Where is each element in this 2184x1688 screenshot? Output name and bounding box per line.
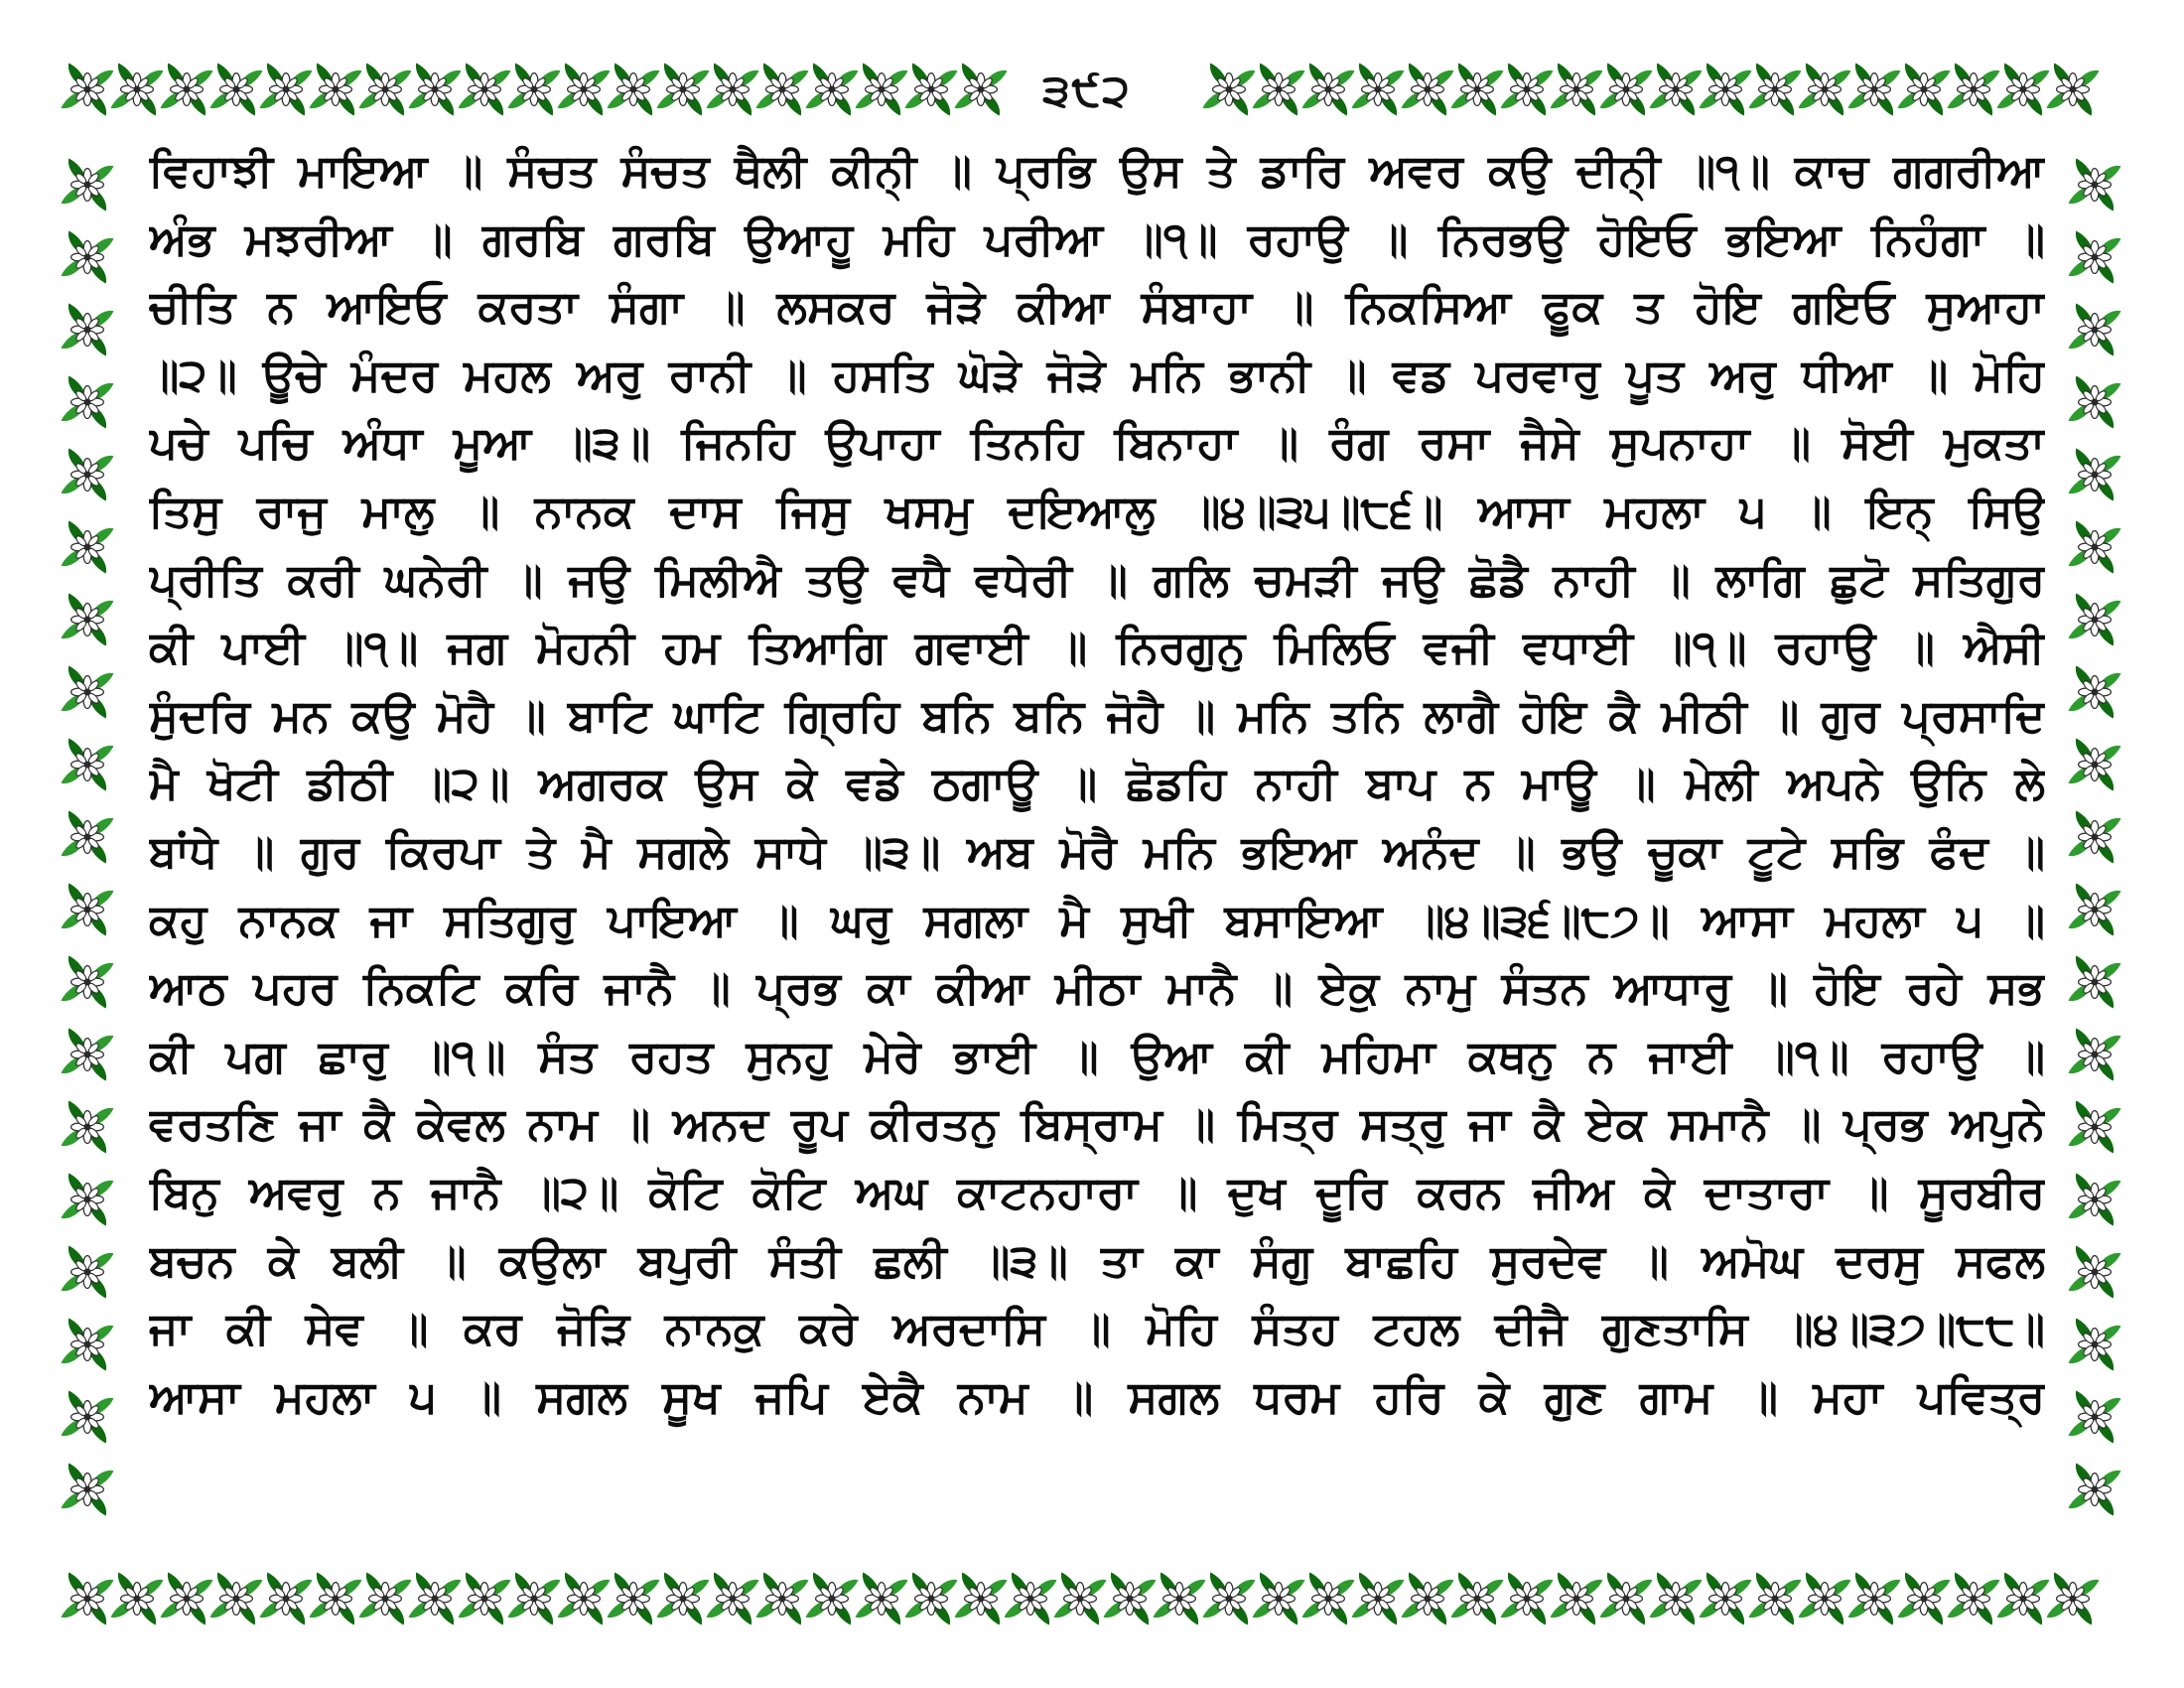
flower-ornament xyxy=(1649,63,1702,115)
flower-ornament xyxy=(1847,63,1900,115)
flower-ornament xyxy=(1450,1572,1503,1624)
flower-ornament xyxy=(61,1173,113,1225)
flower-ornament xyxy=(1996,1572,2049,1624)
flower-ornament xyxy=(61,375,113,428)
flower-ornament xyxy=(1897,1572,1950,1624)
text-line xyxy=(149,1431,2045,1499)
flower-ornament xyxy=(2068,230,2120,283)
flower-ornament xyxy=(1550,1572,1602,1624)
flower-ornament xyxy=(2068,593,2120,645)
flower-ornament xyxy=(507,1572,560,1624)
flower-ornament xyxy=(2068,665,2120,718)
flower-ornament xyxy=(2068,1463,2120,1515)
flower-ornament xyxy=(61,738,113,790)
flower-ornament xyxy=(408,63,461,115)
flower-ornament xyxy=(2068,1318,2120,1370)
text-line: ਪ੍ਰੀਤਿ ਕਰੀ ਘਨੇਰੀ ॥ ਜਉ ਮਿਲੀਐ ਤਉ ਵਧੈ ਵਧੇਰੀ ॥ ਗਲਿ ਚਮੜੀ ਜਉ ਛੋਡੈ ਨਾਹੀ ॥ ਲਾਗਿ ਛੁਟੋ ਸਤਿਗੁਰ xyxy=(149,552,2045,606)
text-line: ਆਸਾ ਮਹਲਾ ੫ ॥ ਸਗਲ ਸੂਖ ਜਪਿ ਏਕੈ ਨਾਮ ॥ ਸਗਲ ਧਰਮ ਹਰਿ ਕੇ ਗੁਣ ਗਾਮ ॥ ਮਹਾ ਪਵਿਤ੍ਰ xyxy=(149,1369,2045,1423)
flower-ornament xyxy=(706,1572,758,1624)
flower-ornament xyxy=(1301,1572,1354,1624)
text-line: ਪਚੇ ਪਚਿ ਅੰਧਾ ਮੂਆ ॥੩॥ ਜਿਨਹਿ ਉਪਾਹਾ ਤਿਨਹਿ ਬਿਨਾਹਾ ॥ ਰੰਗ ਰਸਾ ਜੈਸੇ ਸੁਪਨਾਹਾ ॥ ਸੋਈ ਮੁਕਤਾ xyxy=(149,416,2045,470)
flower-ornament xyxy=(1301,63,1354,115)
flower-ornament xyxy=(309,1572,361,1624)
flower-ornament xyxy=(1748,63,1801,115)
text-line: ਕੀ ਪਗ ਛਾਰੁ ॥੧॥ ਸੰਤ ਰਹਤ ਸੁਨਹੁ ਮੇਰੇ ਭਾਈ ॥ ਉਆ ਕੀ ਮਹਿਮਾ ਕਥਨੁ ਨ ਜਾਈ ॥੧॥ ਰਹਾਉ ॥ xyxy=(149,1029,2045,1082)
flower-ornament xyxy=(358,63,411,115)
flower-ornament xyxy=(954,63,1007,115)
flower-ornament xyxy=(61,1028,113,1080)
text-line: ਅੰਭ ਮਝਰੀਆ ॥ ਗਰਬਿ ਗਰਬਿ ਉਆਹੂ ਮਹਿ ਪਰੀਆ ॥੧॥ ਰਹਾਉ ॥ ਨਿਰਭਉ ਹੋਇਓ ਭਇਆ ਨਿਹੰਗਾ ॥ xyxy=(149,211,2045,265)
flower-ornament xyxy=(61,1390,113,1443)
flower-ornament xyxy=(358,1572,411,1624)
flower-ornament xyxy=(755,1572,808,1624)
text-line: ਚੀਤਿ ਨ ਆਇਓ ਕਰਤਾ ਸੰਗਾ ॥ ਲਸਕਰ ਜੋੜੇ ਕੀਆ ਸੰਬਾਹਾ ॥ ਨਿਕਸਿਆ ਫੂਕ ਤ ਹੋਇ ਗਇਓ ਸੁਆਹਾ xyxy=(149,280,2045,334)
flower-ornament xyxy=(2068,883,2120,935)
flower-ornament xyxy=(2068,1245,2120,1298)
flower-ornament xyxy=(61,665,113,718)
flower-ornament xyxy=(1748,1572,1801,1624)
text-line: ਮੈ ਖੋਟੀ ਡੀਠੀ ॥੨॥ ਅਗਰਕ ਉਸ ਕੇ ਵਡੇ ਠਗਾਊ ॥ ਛੋਡਹਿ ਨਾਹੀ ਬਾਪ ਨ ਮਾਊ ॥ ਮੇਲੀ ਅਪਨੇ ਉਨਿ ਲੇ xyxy=(149,757,2045,810)
flower-ornament xyxy=(61,1318,113,1370)
flower-ornament xyxy=(61,448,113,500)
flower-ornament xyxy=(1004,1572,1056,1624)
flower-ornament xyxy=(1996,63,2049,115)
flower-ornament xyxy=(855,63,907,115)
flower-ornament xyxy=(2046,63,2099,115)
text-line xyxy=(149,1499,2045,1568)
flower-ornament xyxy=(607,1572,659,1624)
text-line: ਸੁੰਦਰਿ ਮਨ ਕਉ ਮੋਹੈ ॥ ਬਾਟਿ ਘਾਟਿ ਗ੍ਰਿਹਿ ਬਨਿ ਬਨਿ ਜੋਹੈ ॥ ਮਨਿ ਤਨਿ ਲਾਗੈ ਹੋਇ ਕੈ ਮੀਠੀ ॥ ਗੁਰ ਪ੍ਰਸਾਦਿ xyxy=(149,688,2045,742)
flower-ornament xyxy=(656,1572,709,1624)
flower-ornament xyxy=(61,1463,113,1515)
text-line: ਜਾ ਕੀ ਸੇਵ ॥ ਕਰ ਜੋੜਿ ਨਾਨਕੁ ਕਰੇ ਅਰਦਾਸਿ ॥ ਮੋਹਿ ਸੰਤਹ ਟਹਲ ਦੀਜੈ ਗੁਣਤਾਸਿ ॥੪॥੩੭॥੮੮॥ xyxy=(149,1302,2045,1355)
flower-ornament xyxy=(507,63,560,115)
flower-ornament xyxy=(110,1572,163,1624)
flower-ornament xyxy=(1947,1572,1999,1624)
flower-ornament xyxy=(1599,63,1652,115)
flower-ornament xyxy=(160,63,212,115)
flower-ornament xyxy=(2068,955,2120,1008)
flower-ornament xyxy=(458,63,510,115)
flower-ornament xyxy=(61,1100,113,1153)
flower-ornament xyxy=(61,63,113,115)
flower-ornament xyxy=(2068,1100,2120,1153)
flower-ornament xyxy=(1053,1572,1106,1624)
flower-ornament xyxy=(61,1245,113,1298)
flower-ornament xyxy=(61,810,113,863)
flower-ornament xyxy=(1847,1572,1900,1624)
flower-ornament xyxy=(607,63,659,115)
flower-ornament xyxy=(61,955,113,1008)
flower-ornament xyxy=(2068,303,2120,355)
flower-ornament xyxy=(2068,448,2120,500)
page-number: ੩੯੨ xyxy=(1013,64,1161,119)
flower-ornament xyxy=(61,303,113,355)
flower-ornament xyxy=(61,520,113,573)
text-line: ਕਹੁ ਨਾਨਕ ਜਾ ਸਤਿਗੁਰੁ ਪਾਇਆ ॥ ਘਰੁ ਸਗਲਾ ਮੈ ਸੁਖੀ ਬਸਾਇਆ ॥੪॥੩੬॥੮੭॥ ਆਸਾ ਮਹਲਾ ੫ ॥ xyxy=(149,893,2045,946)
flower-ornament xyxy=(1351,1572,1404,1624)
flower-ornament xyxy=(1252,1572,1304,1624)
flower-ornament xyxy=(706,63,758,115)
flower-ornament xyxy=(61,158,113,211)
flower-ornament xyxy=(61,1572,113,1624)
scripture-text xyxy=(149,137,2045,1567)
flower-ornament xyxy=(1699,1572,1751,1624)
flower-ornament xyxy=(458,1572,510,1624)
flower-ornament xyxy=(1252,63,1304,115)
flower-ornament xyxy=(1947,63,1999,115)
flower-ornament xyxy=(1550,63,1602,115)
text-line: ਵਿਹਾਝੀ ਮਾਇਆ ॥ ਸੰਚਤ ਸੰਚਤ ਥੈਲੀ ਕੀਨੀ੍ ॥ ਪ੍ਰਭਿ ਉਸ ਤੇ ਡਾਰਿ ਅਵਰ ਕਉ ਦੀਨੀ੍ ॥੧॥ ਕਾਚ ਗਗਰੀਆ xyxy=(149,144,2045,197)
flower-ornament xyxy=(557,1572,610,1624)
flower-ornament xyxy=(309,63,361,115)
flower-ornament xyxy=(2068,158,2120,211)
flower-ornament xyxy=(904,63,957,115)
flower-ornament xyxy=(656,63,709,115)
flower-ornament xyxy=(1401,1572,1453,1624)
flower-ornament xyxy=(855,1572,907,1624)
flower-ornament xyxy=(755,63,808,115)
flower-ornament xyxy=(1798,63,1850,115)
flower-ornament xyxy=(61,230,113,283)
flower-ornament xyxy=(1599,1572,1652,1624)
flower-ornament xyxy=(2068,810,2120,863)
text-line: ਬਾਂਧੇ ॥ ਗੁਰ ਕਿਰਪਾ ਤੇ ਮੈ ਸਗਲੇ ਸਾਧੇ ॥੩॥ ਅਬ ਮੋਰੈ ਮਨਿ ਭਇਆ ਅਨੰਦ ॥ ਭਉ ਚੂਕਾ ਟੂਟੇ ਸਭਿ ਫੰਦ ॥ xyxy=(149,824,2045,878)
flower-ornament xyxy=(1202,1572,1255,1624)
flower-ornament xyxy=(1103,1572,1156,1624)
flower-ornament xyxy=(2046,1572,2099,1624)
flower-ornament xyxy=(1649,1572,1702,1624)
flower-ornament xyxy=(805,63,858,115)
flower-ornament xyxy=(2068,1173,2120,1225)
flower-ornament xyxy=(2068,520,2120,573)
text-line: ਕੀ ਪਾਈ ॥੧॥ ਜਗ ਮੋਹਨੀ ਹਮ ਤਿਆਗਿ ਗਵਾਈ ॥ ਨਿਰਗੁਨੁ ਮਿਲਿਓ ਵਜੀ ਵਧਾਈ ॥੧॥ ਰਹਾਉ ॥ ਐਸੀ xyxy=(149,621,2045,674)
flower-ornament xyxy=(408,1572,461,1624)
flower-ornament xyxy=(1897,63,1950,115)
text-line: ਵਰਤਣਿ ਜਾ ਕੈ ਕੇਵਲ ਨਾਮ ॥ ਅਨਦ ਰੂਪ ਕੀਰਤਨੁ ਬਿਸ੍ਰਾਮ ॥ ਮਿਤ੍ਰ ਸਤ੍ਰੁ ਜਾ ਕੈ ਏਕ ਸਮਾਨੈ ॥ ਪ੍ਰਭ ਅਪੁਨੇ xyxy=(149,1097,2045,1151)
flower-ornament xyxy=(209,1572,262,1624)
flower-ornament xyxy=(2068,1390,2120,1443)
flower-ornament xyxy=(1153,1572,1205,1624)
flower-ornament xyxy=(1798,1572,1850,1624)
flower-ornament xyxy=(1351,63,1404,115)
text-line: ਬਿਨੁ ਅਵਰੁ ਨ ਜਾਨੈ ॥੨॥ ਕੋਟਿ ਕੋਟਿ ਅਘ ਕਾਟਨਹਾਰਾ ॥ ਦੁਖ ਦੂਰਿ ਕਰਨ ਜੀਅ ਕੇ ਦਾਤਾਰਾ ॥ ਸੂਰਬੀਰ xyxy=(149,1165,2045,1218)
text-line: ਤਿਸੁ ਰਾਜੁ ਮਾਲੁ ॥ ਨਾਨਕ ਦਾਸ ਜਿਸੁ ਖਸਮੁ ਦਇਆਲੁ ॥੪॥੩੫॥੮੬॥ ਆਸਾ ਮਹਲਾ ੫ ॥ ਇਨ੍ ਸਿਉ xyxy=(149,484,2045,537)
flower-ornament xyxy=(259,1572,312,1624)
flower-ornament xyxy=(805,1572,858,1624)
flower-ornament xyxy=(2068,375,2120,428)
flower-ornament xyxy=(160,1572,212,1624)
flower-ornament xyxy=(110,63,163,115)
flower-ornament xyxy=(259,63,312,115)
flower-ornament xyxy=(1699,63,1751,115)
flower-ornament xyxy=(1500,1572,1553,1624)
flower-ornament xyxy=(2068,738,2120,790)
flower-ornament xyxy=(954,1572,1007,1624)
flower-ornament xyxy=(61,593,113,645)
flower-ornament xyxy=(2068,1028,2120,1080)
flower-ornament xyxy=(557,63,610,115)
text-line: ਬਚਨ ਕੇ ਬਲੀ ॥ ਕਉਲਾ ਬਪੁਰੀ ਸੰਤੀ ਛਲੀ ॥੩॥ ਤਾ ਕਾ ਸੰਗੁ ਬਾਛਹਿ ਸੁਰਦੇਵ ॥ ਅਮੋਘ ਦਰਸੁ ਸਫਲ xyxy=(149,1233,2045,1287)
text-line: ਆਠ ਪਹਰ ਨਿਕਟਿ ਕਰਿ ਜਾਨੈ ॥ ਪ੍ਰਭ ਕਾ ਕੀਆ ਮੀਠਾ ਮਾਨੈ ॥ ਏਕੁ ਨਾਮੁ ਸੰਤਨ ਆਧਾਰੁ ॥ ਹੋਇ ਰਹੇ ਸਭ xyxy=(149,961,2045,1015)
flower-ornament xyxy=(1401,63,1453,115)
flower-ornament xyxy=(1202,63,1255,115)
flower-ornament xyxy=(1500,63,1553,115)
flower-ornament xyxy=(904,1572,957,1624)
text-line: ॥੨॥ ਊਚੇ ਮੰਦਰ ਮਹਲ ਅਰੁ ਰਾਨੀ ॥ ਹਸਤਿ ਘੋੜੇ ਜੋੜੇ ਮਨਿ ਭਾਨੀ ॥ ਵਡ ਪਰਵਾਰੁ ਪੂਤ ਅਰੁ ਧੀਆ ॥ ਮੋਹਿ xyxy=(149,348,2045,401)
flower-ornament xyxy=(61,883,113,935)
flower-ornament xyxy=(1450,63,1503,115)
flower-ornament xyxy=(209,63,262,115)
